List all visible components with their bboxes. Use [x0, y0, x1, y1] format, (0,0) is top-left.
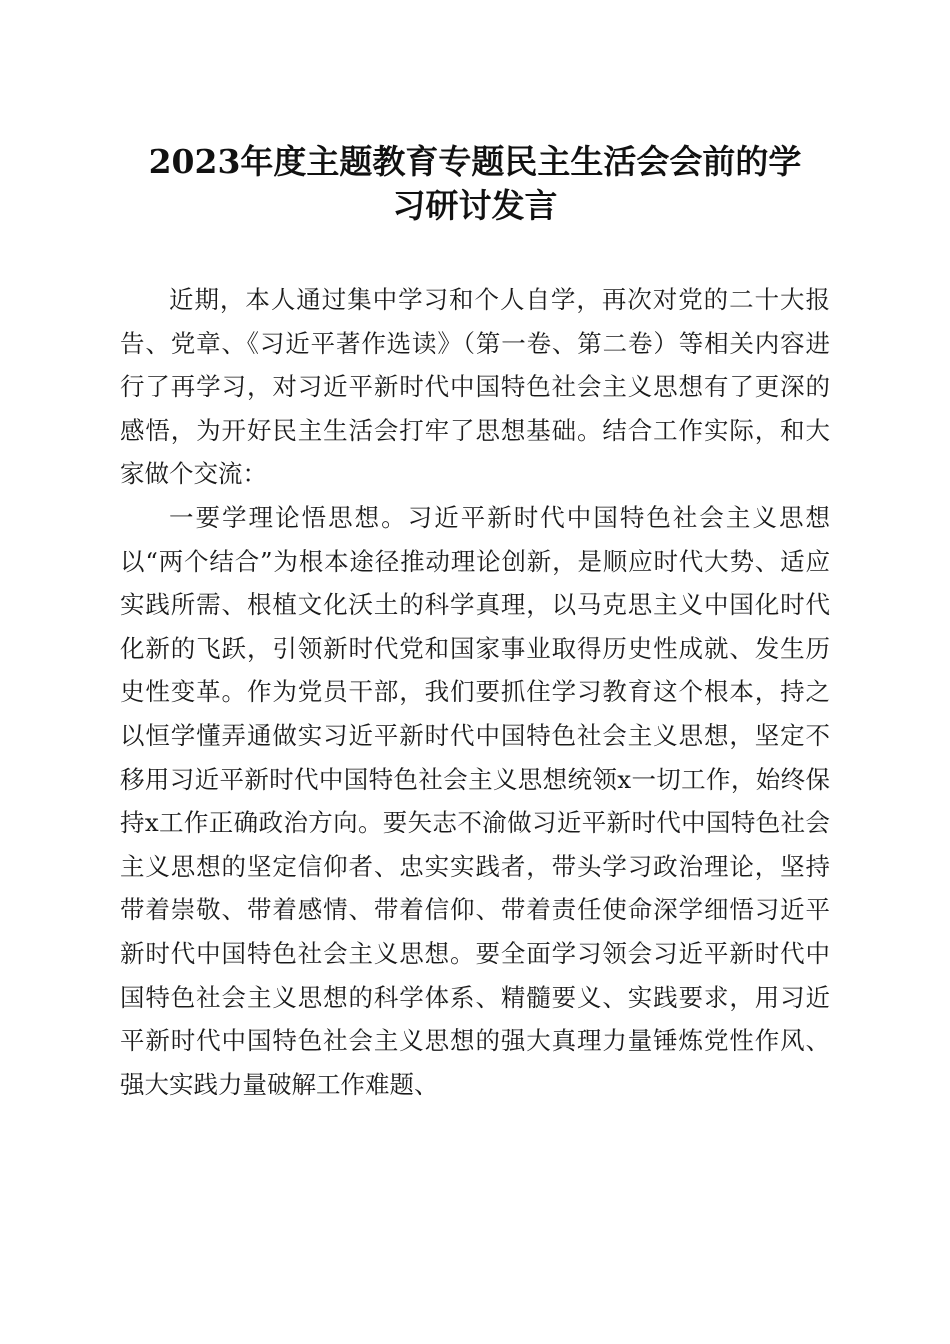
- document-body: [120, 278, 830, 1106]
- document-title: [100, 140, 850, 228]
- paragraph-section-1: 一要学理论悟思想。习近平新时代中国特色社会主义思想以“两个结合”为根本途径推动理论创新，是顺应时代大势、适应实践所需、根植文化沃土的科学真理，以马克思主义中国化时代化新的飞跃，引领新时代党和国家事业取得历史性成就、发生历史性变革。作为党员干部，我们要抓住学习教育这个根本，持之以恒学懂弄通做实习近平新时代中国特色社会主义思想，坚定不移用习近平新时代中国特色社会主义思想统领x一切工作，始终保持x工作正确政治方向。要矢志不渝做习近平新时代中国特色社会主义思想的坚定信仰者、忠实实践者，带头学习政治理论，坚持带着崇敬、带着感情、带着信仰、带着责任使命深学细悟习近平新时代中国特色社会主义思想。要全面学习领会习近平新时代中国特色社会主义思想的科学体系、精髓要义、实践要求，用习近平新时代中国特色社会主义思想的强大真理力量锤炼党性作风、强大实践力量破解工作难题、: [120, 502, 830, 1099]
- paragraph-intro: 近期，本人通过集中学习和个人自学，再次对党的二十大报告、党章、《习近平著作选读》（第一卷、第二卷）等相关内容进行了再学习，对习近平新时代中国特色社会主义思想有了更深的感悟，为开好民主生活会打牢了思想基础。结合工作实际，和大家做个交流：: [120, 285, 830, 489]
- title-line-1: 2023年度主题教育专题民主生活会会前的学: [148, 142, 802, 181]
- title-line-2: 习研讨发言: [392, 186, 558, 225]
